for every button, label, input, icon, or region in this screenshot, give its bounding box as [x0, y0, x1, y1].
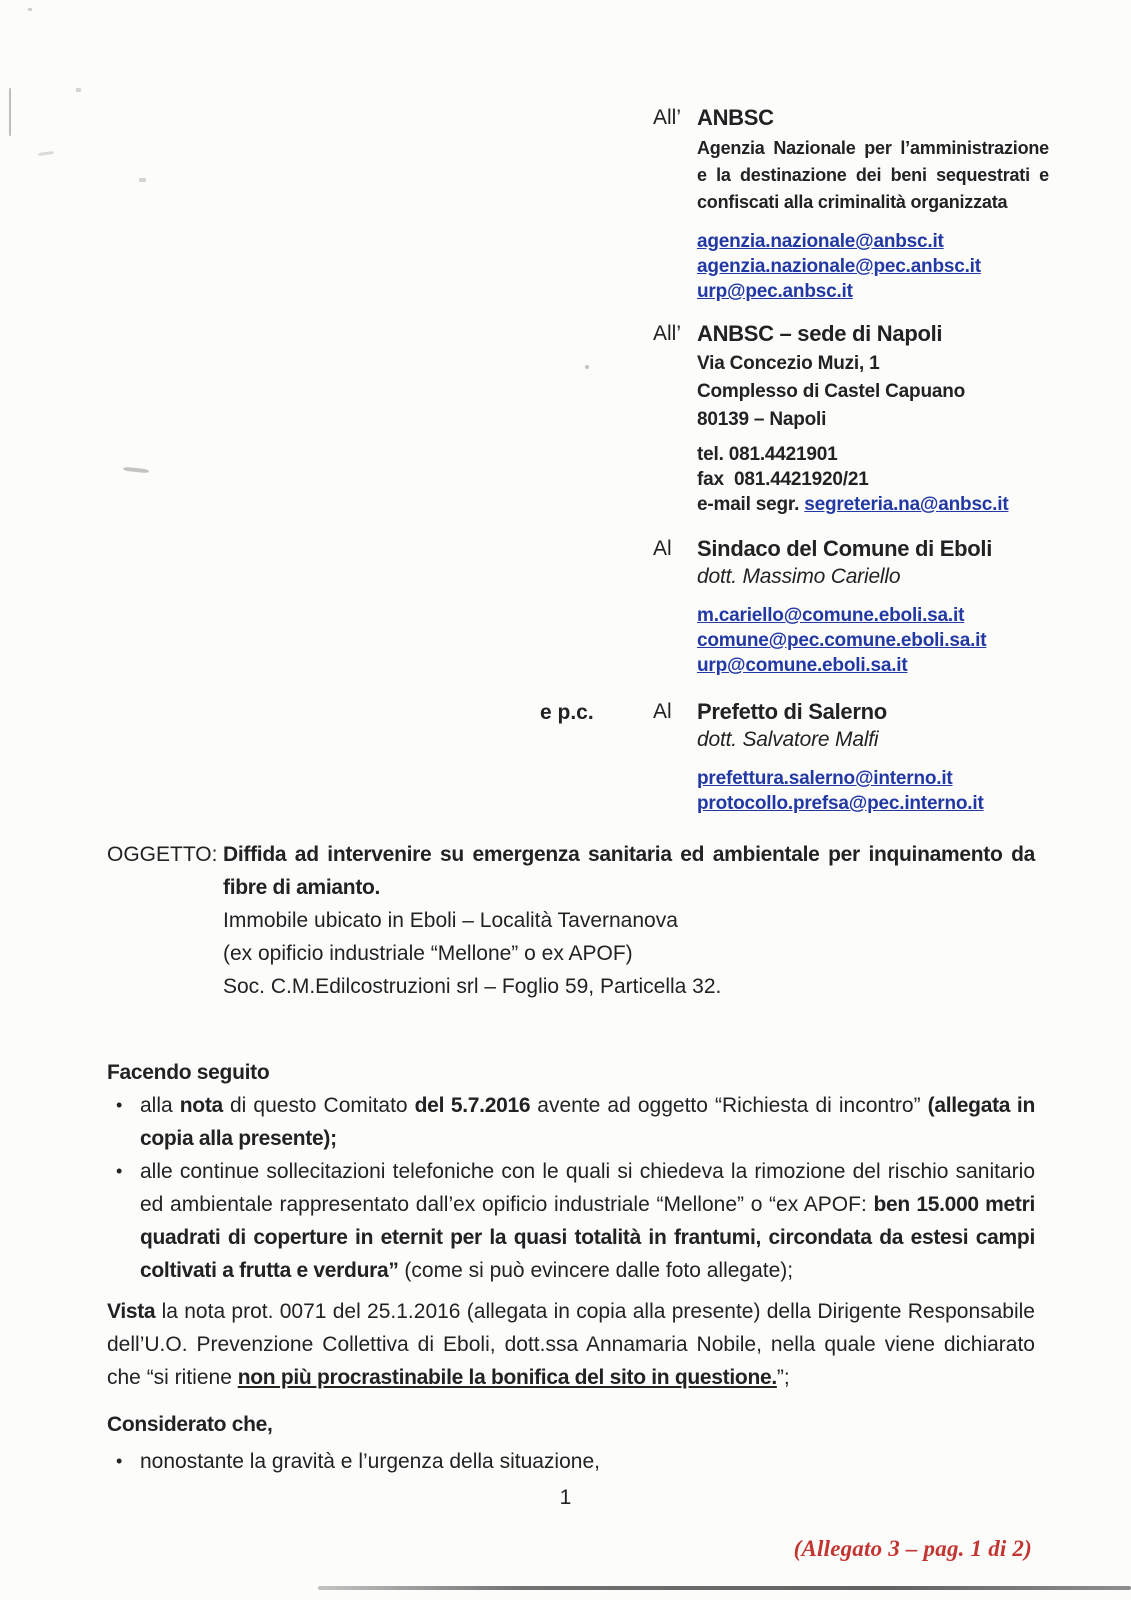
text-segment: ”;: [776, 1366, 790, 1389]
recipient-description: Agenzia Nazionale per l’amministrazione e la destinazione dei beni sequestrati e confiscati alla criminalità organizzata: [697, 138, 1049, 212]
email-link[interactable]: segreteria.na@anbsc.it: [804, 494, 1009, 515]
scan-artifact: [9, 88, 11, 136]
scan-artifact: [76, 88, 81, 92]
letter-body: [107, 1056, 1035, 1478]
text-segment: alla: [140, 1094, 180, 1117]
text-segment: (come si può evincere dalle foto allegate);: [398, 1259, 794, 1282]
cc-label: e p.c.: [540, 701, 594, 724]
text-segment: non più procrastinabile la bonifica del sito in questione.: [237, 1366, 777, 1389]
subject-label: OGGETTO:: [107, 843, 218, 866]
recipient-sindaco: [540, 535, 1050, 678]
recipient-anbsc-napoli: [540, 320, 1050, 517]
fax-number: fax 081.4421920/21: [697, 469, 869, 490]
email-link[interactable]: comune@pec.comune.eboli.sa.it: [697, 630, 987, 651]
subject-title: Diffida ad intervenire su emergenza sanitaria ed ambientale per inquinamento da fibre di amianto.: [223, 843, 1035, 899]
recipient-emails: [697, 766, 1050, 816]
email-link[interactable]: protocollo.prefsa@pec.interno.it: [697, 793, 984, 814]
address-line: 80139 – Napoli: [697, 409, 827, 430]
recipient-emails: [697, 603, 1050, 678]
recipient-label: All’: [653, 106, 682, 129]
text-segment: alle continue sollecitazioni telefoniche con le quali si chiedeva la rimozione del rischio sanitario ed ambientale rappresentato dall’ex opificio industriale “Mellone” o “ex APOF:: [140, 1160, 1035, 1216]
address-line: Via Concezio Muzi, 1: [697, 353, 880, 374]
recipient-person: dott. Massimo Cariello: [697, 565, 901, 588]
recipient-person: dott. Salvatore Malfi: [697, 728, 879, 751]
recipient-prefetto: [540, 698, 1050, 816]
subject-line: (ex opificio industriale “Mellone” o ex APOF): [223, 942, 633, 965]
email-label: e-mail segr.: [697, 494, 805, 515]
text-segment: Vista: [107, 1300, 156, 1323]
recipient-title: ANBSC: [697, 105, 774, 130]
text-segment: di questo Comitato: [222, 1094, 415, 1117]
recipient-label: Al: [653, 537, 672, 560]
email-link[interactable]: agenzia.nazionale@pec.anbsc.it: [697, 256, 981, 277]
email-link[interactable]: agenzia.nazionale@anbsc.it: [697, 231, 944, 252]
email-line: [697, 492, 1050, 517]
scan-artifact: [38, 151, 54, 156]
text-segment: ben 15.000 metri quadrati di coperture in eternit per la quasi totalità in frantumi, circondata da estesi campi coltivati a frutta e verdura”: [140, 1193, 1035, 1282]
recipient-anbsc: [540, 104, 1050, 304]
subject-content: [223, 838, 1035, 1003]
scan-artifact: [139, 178, 146, 182]
text-segment: nota: [179, 1094, 223, 1117]
recipient-title: Sindaco del Comune di Eboli: [697, 536, 993, 561]
text-segment: del 5.7.2016: [414, 1094, 531, 1117]
address-line: Complesso di Castel Capuano: [697, 381, 966, 402]
contact-block: [697, 442, 1050, 517]
recipient-label: All’: [653, 322, 682, 345]
subject-section: [107, 838, 1035, 1003]
recipient-label: Al: [653, 700, 672, 723]
email-link[interactable]: prefettura.salerno@interno.it: [697, 768, 953, 789]
section-heading: Facendo seguito: [107, 1061, 270, 1084]
scan-artifact: [28, 8, 32, 11]
text-segment: avente ad oggetto “Richiesta di incontro”: [530, 1094, 928, 1117]
recipient-title: Prefetto di Salerno: [697, 699, 887, 724]
vista-paragraph: [107, 1295, 1035, 1394]
attachment-note: (Allegato 3 – pag. 1 di 2): [793, 1536, 1032, 1561]
subject-line: Immobile ubicato in Eboli – Località Tavernanova: [223, 909, 678, 932]
email-link[interactable]: urp@comune.eboli.sa.it: [697, 655, 908, 676]
subject-line: Soc. C.M.Edilcostruzioni srl – Foglio 59, Particella 32.: [223, 975, 722, 998]
bullet-item: [107, 1089, 1035, 1155]
text-segment: la nota prot. 0071 del 25.1.2016 (allegata in copia alla presente) della Dirigente Responsabile dell’U.O. Prevenzione Collettiva di Eboli, dott.ssa Annamaria Nobile, nella quale viene dichiarato che “si ritiene: [107, 1300, 1035, 1389]
email-link[interactable]: urp@pec.anbsc.it: [697, 281, 853, 302]
email-link[interactable]: m.cariello@comune.eboli.sa.it: [697, 605, 965, 626]
text-segment: (allegata in copia alla presente);: [140, 1094, 1035, 1150]
section-heading: Considerato che,: [107, 1413, 273, 1436]
scan-edge-line: [318, 1586, 1131, 1590]
bullet-item: [107, 1155, 1035, 1287]
page-number: 1: [559, 1486, 572, 1509]
recipient-emails: [697, 229, 1050, 304]
scan-artifact: [123, 467, 149, 474]
phone-number: tel. 081.4421901: [697, 444, 838, 465]
recipient-title: ANBSC – sede di Napoli: [697, 321, 943, 346]
bullet-item: • nonostante la gravità e l’urgenza della situazione,: [107, 1445, 1035, 1478]
recipient-list: [540, 104, 1050, 816]
